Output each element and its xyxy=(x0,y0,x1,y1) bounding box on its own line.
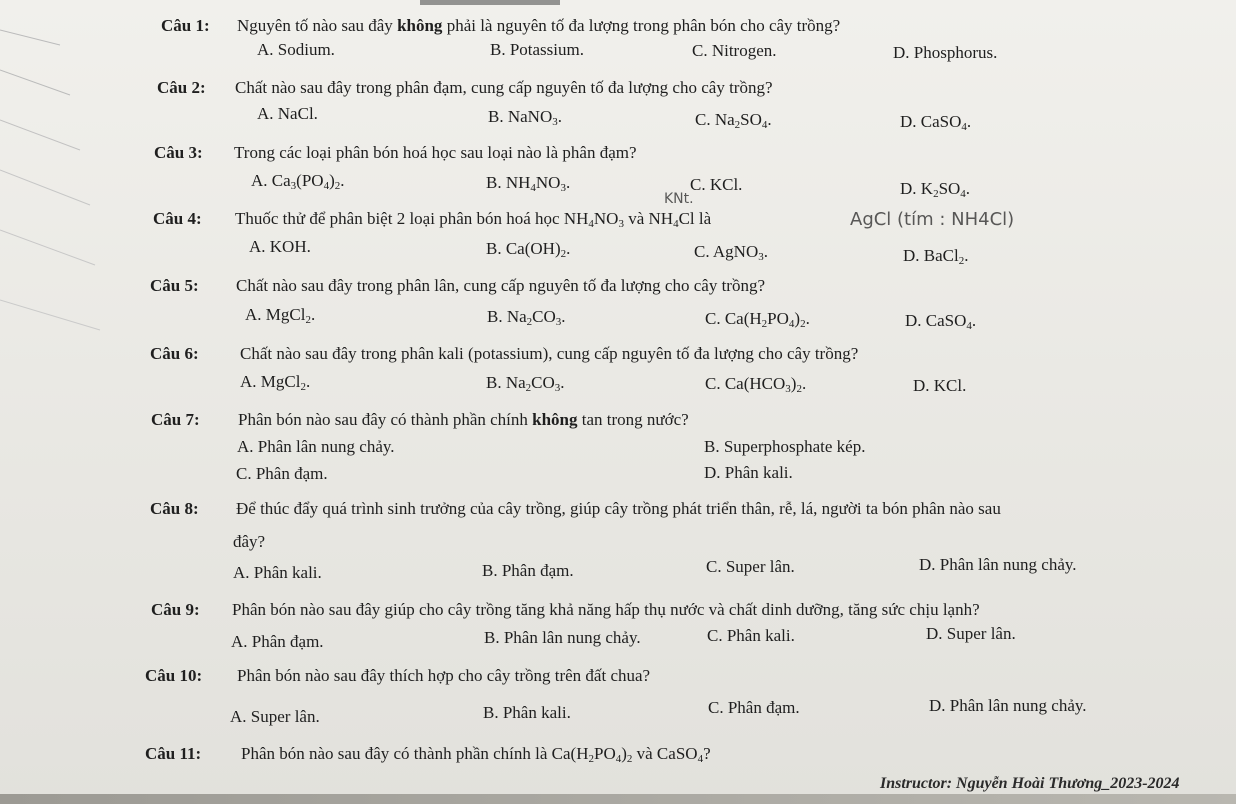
option-a: A. Sodium. xyxy=(257,40,335,59)
option-b: B. $Na_2CO_3$. xyxy=(486,373,565,394)
option-b: B. Phân kali. xyxy=(483,703,571,722)
option-a: A. $Ca_3(PO_4)_2$. xyxy=(251,171,345,192)
question-text: Nguyên tố nào sau đây không phải là nguyên tố đa lượng trong phân bón cho cây trồng? xyxy=(237,16,841,35)
question-text: Chất nào sau đây trong phân đạm, cung cấp nguyên tố đa lượng cho cây trồng? xyxy=(235,78,773,97)
handwritten-note: KNt. xyxy=(664,191,694,207)
option-c: C. Super lân. xyxy=(706,557,795,576)
question-number: Câu 7: xyxy=(151,410,200,429)
question-text: Phân bón nào sau đây thích hợp cho cây trồng trên đất chua? xyxy=(237,666,651,685)
option-b: B. Potassium. xyxy=(490,40,584,59)
option-b: B. $NH_4NO_3$. xyxy=(486,173,571,194)
question-number: Câu 1: xyxy=(161,16,210,35)
option-d: D. KCl. xyxy=(913,376,967,395)
option-c: C. $Ca(HCO_3)_2$. xyxy=(705,374,807,395)
question-number: Câu 6: xyxy=(150,344,199,363)
question-text: Thuốc thử để phân biệt 2 loại phân bón hoá học $NH_4NO_3$ và $NH_4Cl$ là xyxy=(235,209,712,230)
option-c: C. Phân đạm. xyxy=(236,464,328,483)
question-number: Câu 9: xyxy=(151,600,200,619)
option-c: C. $Ca(H_2PO_4)_2$. xyxy=(705,309,810,330)
option-a: A. KOH. xyxy=(249,237,311,256)
question-8-continued: đây? xyxy=(233,532,266,551)
option-a: A. Phân kali. xyxy=(233,563,322,582)
footer-instructor: Instructor: Nguyễn Hoài Thương_2023-2024 xyxy=(880,775,1180,792)
question-text: Phân bón nào sau đây có thành phần chính là $Ca(H_2PO_4)_2$ và CaSO$_4$? xyxy=(241,744,711,765)
handwritten-note: AgCl (tím : NH4Cl) xyxy=(850,209,1015,230)
option-a: A. MgCl$_2$. xyxy=(245,305,316,326)
question-text: Để thúc đẩy quá trình sinh trưởng của cây trồng, giúp cây trồng phát triển thân, rễ, lá, người ta bón phân nào sau xyxy=(236,499,1001,518)
top-dark-band xyxy=(420,0,560,5)
option-d: D. Phân lân nung chảy. xyxy=(929,696,1087,715)
option-d: D. Super lân. xyxy=(926,624,1016,643)
question-text: Phân bón nào sau đây có thành phần chính không tan trong nước? xyxy=(238,410,689,429)
option-a: A. MgCl$_2$. xyxy=(240,372,311,393)
question-number: Câu 10: xyxy=(145,666,203,685)
option-d: D. Phosphorus. xyxy=(893,43,998,62)
option-c: C. Nitrogen. xyxy=(692,41,777,60)
option-b: B. Phân lân nung chảy. xyxy=(484,628,641,647)
option-a: A. Super lân. xyxy=(230,707,320,726)
option-d: D. CaSO$_4$. xyxy=(900,112,972,133)
option-a: A. Phân đạm. xyxy=(231,632,324,651)
option-d: D. $K_2SO_4$. xyxy=(900,179,971,200)
option-d: D. CaSO$_4$. xyxy=(905,311,977,332)
option-b: B. $Na_2CO_3$. xyxy=(487,307,566,328)
question-number: Câu 11: xyxy=(145,744,202,763)
question-number: Câu 8: xyxy=(150,499,199,518)
question-text: Phân bón nào sau đây giúp cho cây trồng tăng khả năng hấp thụ nước và chất dinh dưỡng, tăng sức chịu lạnh? xyxy=(232,600,980,619)
option-a: A. Phân lân nung chảy. xyxy=(237,437,395,456)
left-edge-lines xyxy=(0,0,120,804)
option-c: C. AgNO$_3$. xyxy=(694,242,768,263)
option-d: D. BaCl$_2$. xyxy=(903,246,969,267)
option-a: A. NaCl. xyxy=(257,104,318,123)
question-text: Chất nào sau đây trong phân kali (potassium), cung cấp nguyên tố đa lượng cho cây trồng? xyxy=(240,344,859,363)
option-b: B. $Ca(OH)_2$. xyxy=(486,239,571,260)
option-c: C. Phân đạm. xyxy=(708,698,800,717)
option-d: D. Phân lân nung chảy. xyxy=(919,555,1077,574)
bottom-edge xyxy=(0,794,1236,804)
question-number: Câu 5: xyxy=(150,276,199,295)
question-text: Chất nào sau đây trong phân lân, cung cấp nguyên tố đa lượng cho cây trồng? xyxy=(236,276,766,295)
option-d: D. Phân kali. xyxy=(704,463,793,482)
option-b: B. Phân đạm. xyxy=(482,561,574,580)
option-b: B. Superphosphate kép. xyxy=(704,437,866,456)
question-number: Câu 2: xyxy=(157,78,206,97)
option-c: C. Phân kali. xyxy=(707,626,795,645)
option-c: C. $Na_2SO_4$. xyxy=(695,110,772,131)
question-number: Câu 3: xyxy=(154,143,203,162)
option-c: C. KCl. xyxy=(690,175,743,194)
question-number: Câu 4: xyxy=(153,209,202,228)
question-text: Trong các loại phân bón hoá học sau loại nào là phân đạm? xyxy=(234,143,637,162)
option-b: B. NaNO$_3$. xyxy=(488,107,562,128)
